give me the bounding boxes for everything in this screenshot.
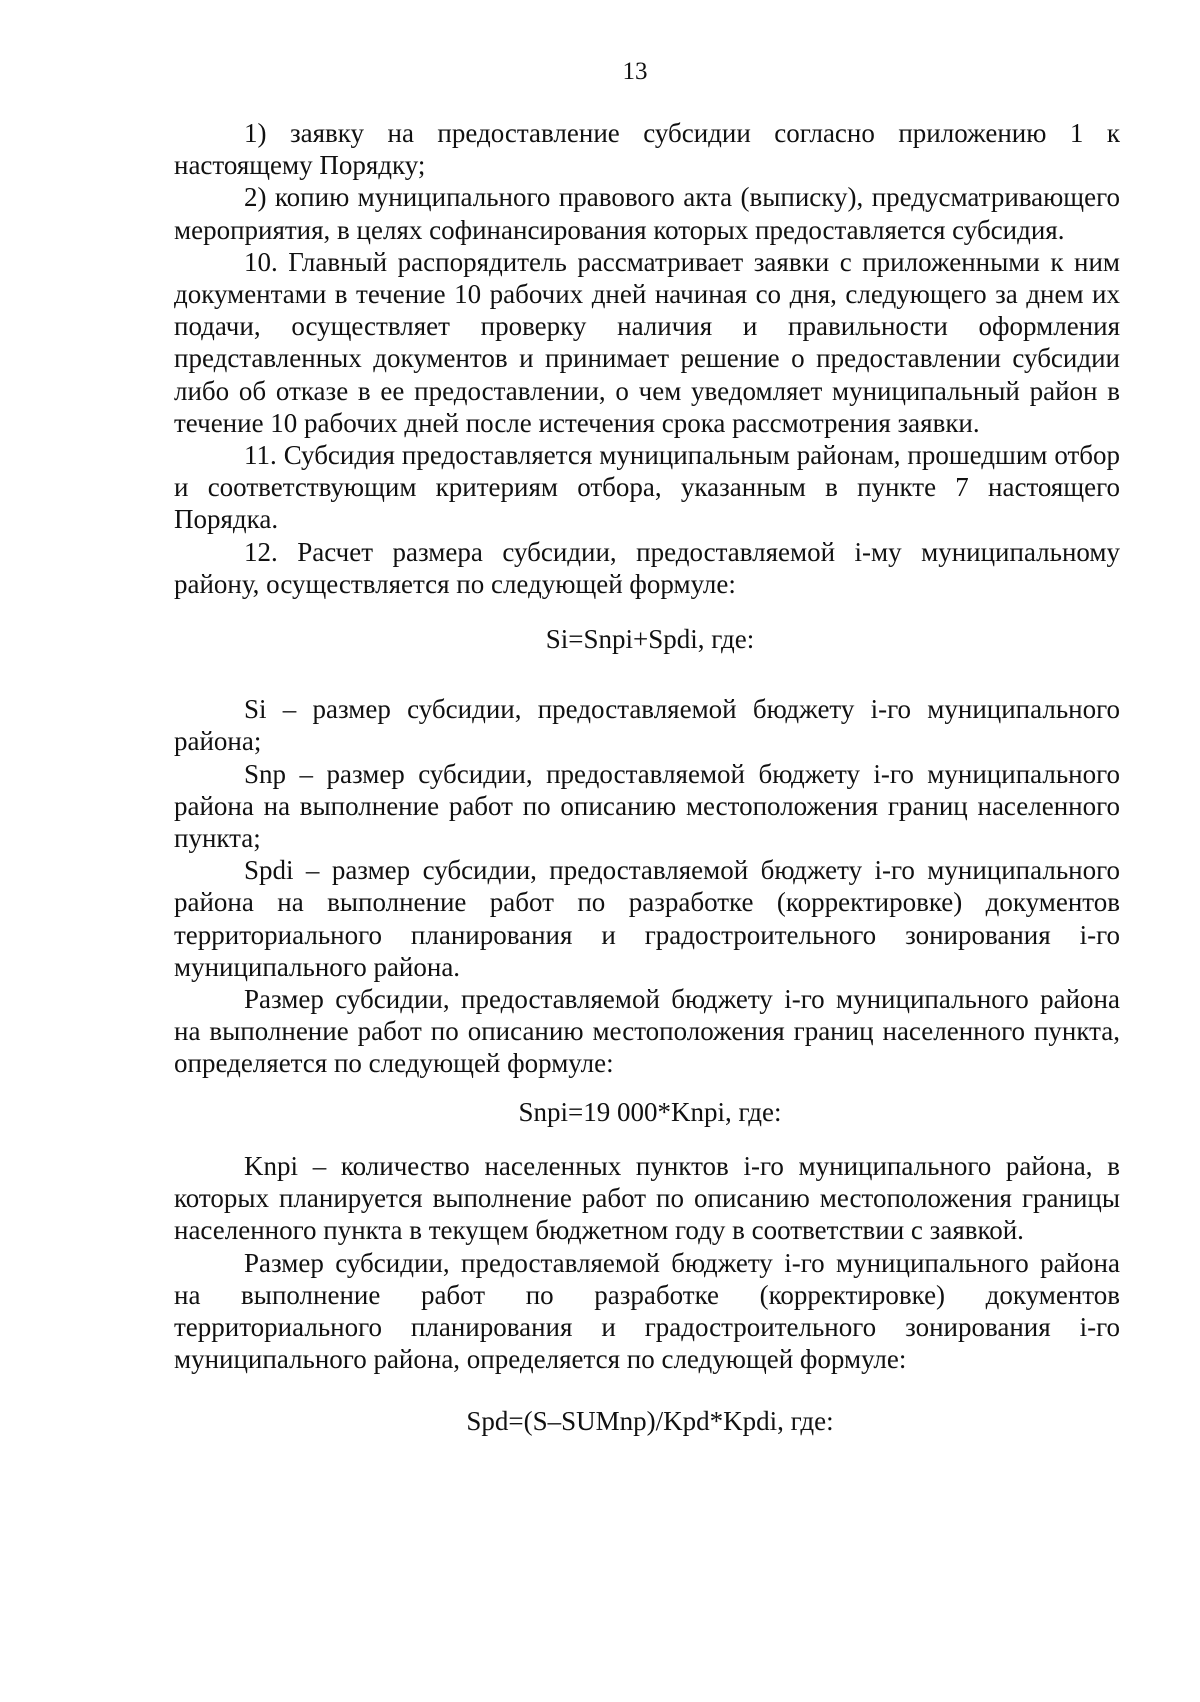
paragraph-item-1: 1) заявку на предоставление субсидии согласно приложению 1 к настоящему Порядку; (174, 118, 1120, 181)
paragraph-clause-10: 10. Главный распорядитель рассматривает заявки с приложенными к ним документами в течение 10 рабочих дней начиная со дня, следующего за днем их подачи, осуществляет проверку наличия и правильности оформления представленных документов и принимает решение о предоставлении субсидии либо об отказе в ее предоставлении, о чем уведомляет муниципальный район в течение 10 рабочих дней после истечения срока рассмотрения заявки. (174, 246, 1120, 438)
definition-knpi: Knpi – количество населенных пунктов i-го муниципального района, в которых планируется выполнение работ по описанию местоположения границы населенного пункта в текущем бюджетном году в соответствии с заявкой. (174, 1150, 1120, 1246)
formula-snpi: Snpi=19 000*Knpi, где: (518, 1096, 782, 1127)
definition-snp: Snp – размер субсидии, предоставляемой бюджету i-го муниципального района на выполнение работ по описанию местоположения границ населенного пункта; (174, 758, 1120, 854)
definition-spdi: Spdi – размер субсидии, предоставляемой бюджету i-го муниципального района на выполнение работ по разработке (корректировке) документов территориального планирования и градостроительного зонирования i-го муниципального района. (174, 855, 1120, 982)
paragraph-clause-12: 12. Расчет размера субсидии, предоставляемой i-му муниципальному району, осуществляется по следующей формуле: (174, 536, 1120, 599)
formula-si: Si=Snpi+Spdi, где: (545, 624, 755, 655)
definition-si: Si – размер субсидии, предоставляемой бюджету i-го муниципального района; (174, 694, 1120, 757)
paragraph-item-2: 2) копию муниципального правового акта (выписку), предусматривающего мероприятия, в целях софинансирования которых предоставляется субсидия. (174, 182, 1120, 245)
page-number: 13 (622, 58, 648, 85)
document-body (174, 117, 1120, 1438)
formula-spd: Spd=(S–SUMnp)/Kpd*Kpdi, где: (466, 1406, 834, 1437)
paragraph-spd-size: Размер субсидии, предоставляемой бюджету i-го муниципального района на выполнение работ по разработке (корректировке) документов территориального планирования и градостроительного зонирования i-го муниципального района, определяется по следующей формуле: (174, 1247, 1120, 1375)
paragraph-snp-size: Размер субсидии, предоставляемой бюджету i-го муниципального района на выполнение работ по описанию местоположения границ населенного пункта, определяется по следующей формуле: (174, 984, 1120, 1079)
paragraph-clause-11: 11. Субсидия предоставляется муниципальным районам, прошедшим отбор и соответствующим критериям отбора, указанным в пункте 7 настоящего Порядка. (174, 440, 1120, 535)
